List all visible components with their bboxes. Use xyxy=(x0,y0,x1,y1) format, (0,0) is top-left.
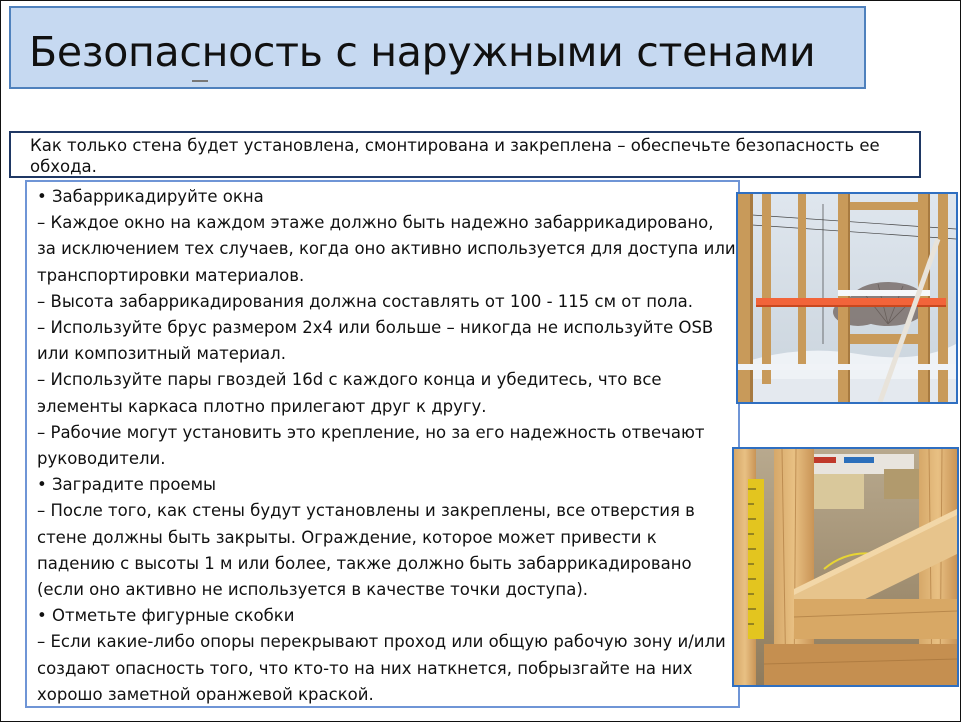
sub-item-orange-paint: – Если какие-либо опоры перекрывают проход или общую рабочую зону и/или создают опасность того, что кто-то на них наткнется, побрызгайте на них хорошо заметной оранжевой краской. xyxy=(37,632,726,704)
framing-measure-photo xyxy=(732,447,959,687)
sub-item-every-window: – Каждое окно на каждом этаже должно быть надежно забаррикадировано, за исключением тех случаев, когда оно активно используется для доступа или транспортировки материалов. xyxy=(37,213,736,285)
sub-item-nails: – Используйте пары гвоздей 16d с каждого конца и убедитесь, что все элементы каркаса плотно прилегают друг к другу. xyxy=(37,370,662,416)
intro-text: Как только стена будет установлена, смонтирована и закреплена – обеспечьте безопасность ее обхода. xyxy=(30,136,880,176)
sub-item-height: – Высота забаррикадирования должна составлять от 100 - 115 см от пола. xyxy=(37,291,694,311)
sub-item-responsibility: – Рабочие могут установить это крепление, но за его надежность отвечают руководители. xyxy=(37,422,705,469)
intro-box xyxy=(9,131,921,178)
sub-item-lumber: – Используйте брус размером 2x4 или больше – никогда не используйте OSB или композитный материал. xyxy=(37,318,714,364)
bullet-block-openings: • Заградите проемы xyxy=(37,475,217,495)
sub-item-openings: – После того, как стены будут установлены и закреплены, все отверстия в стене должны быть закрыты. Ограждение, которое может привести к падению с высоты 1 м или более, также должно быть забаррикадировано (если оно активно не используется в качестве точки доступа). xyxy=(37,501,695,600)
content-text xyxy=(37,184,737,708)
title-box xyxy=(9,6,866,89)
bullet-barricade-windows: • Забаррикадируйте окна xyxy=(37,187,264,206)
title-underline-mark xyxy=(192,80,208,82)
bullet-mark-braces: • Отметьте фигурные скобки xyxy=(37,606,295,626)
window-barricade-photo xyxy=(736,192,958,404)
slide-title: Безопасность с наружными стенами xyxy=(29,28,816,76)
